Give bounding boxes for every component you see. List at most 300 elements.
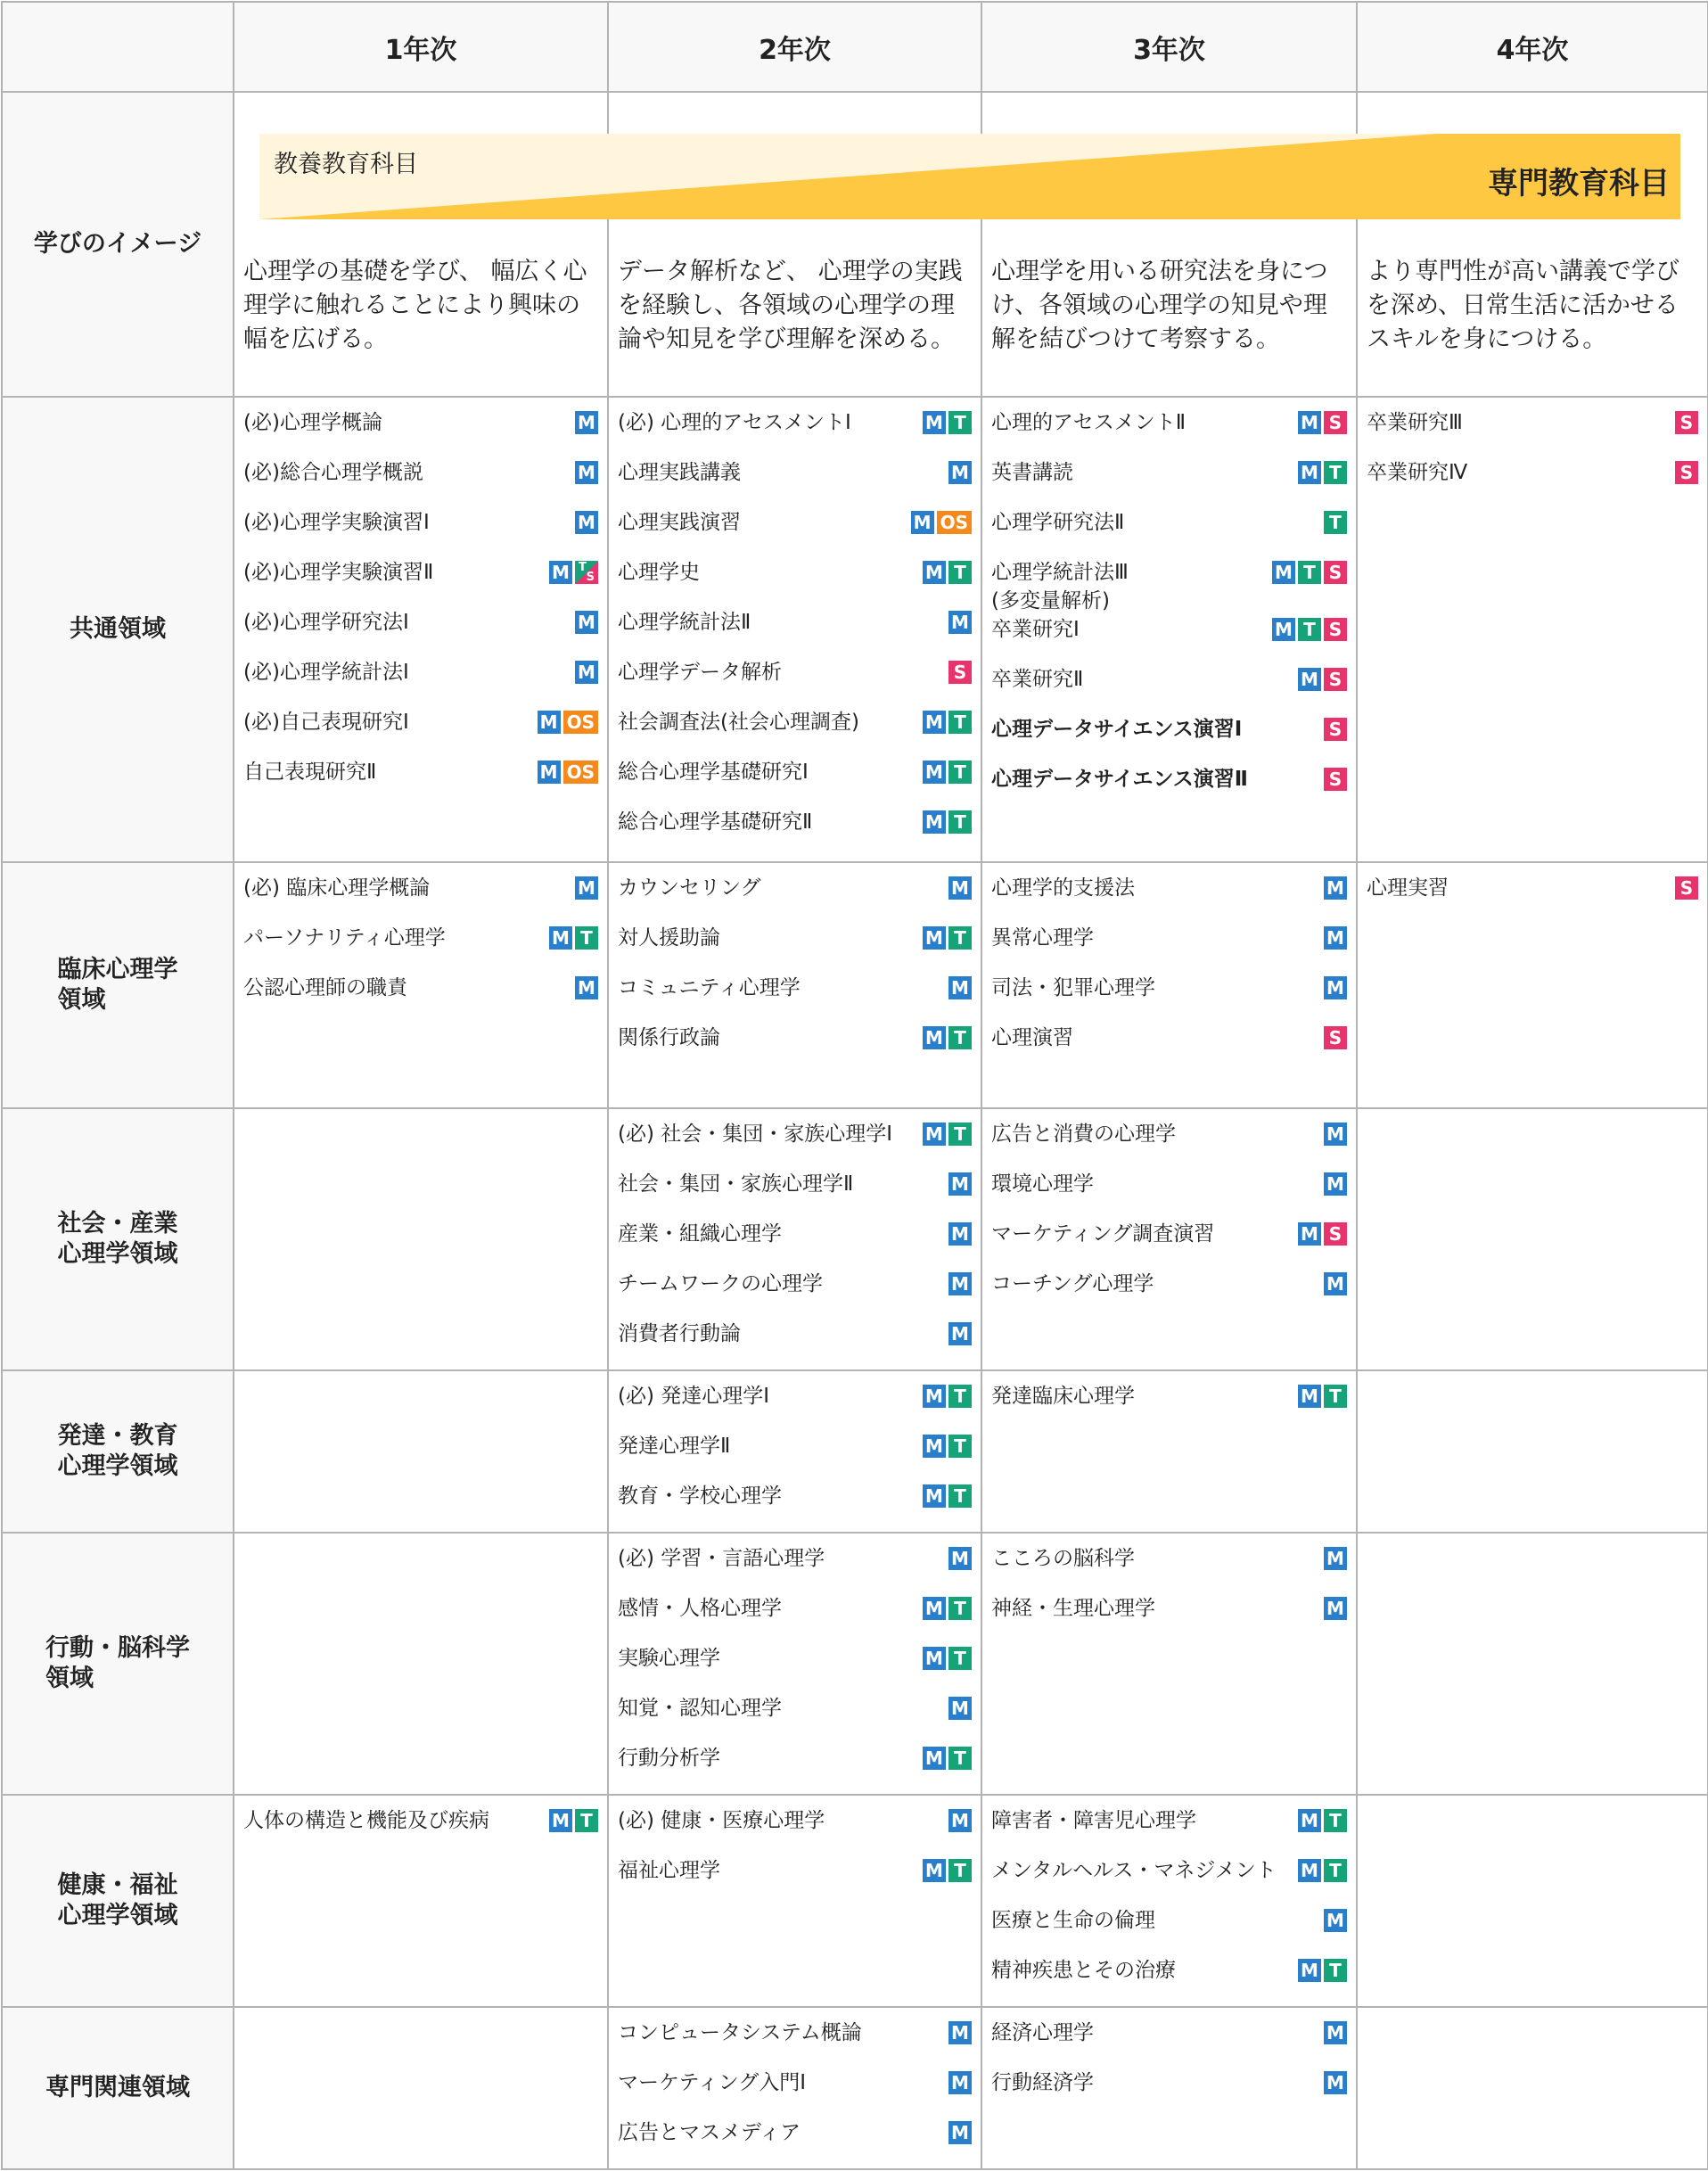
course-item (991, 1544, 1347, 1594)
course-item (1367, 874, 1698, 924)
badge-os: OS (563, 761, 598, 784)
course-badges (1298, 1385, 1347, 1408)
badge-m: M (1324, 1597, 1347, 1620)
course-list (234, 1109, 607, 1120)
row-label-wrap (3, 614, 233, 645)
row-label (2, 862, 234, 1108)
badge-m: M (923, 1435, 946, 1458)
image-text: データ解析など、 心理学の実践を経験し、各領域の心理学の理論や知見を学び理解を深める。 (618, 258, 963, 353)
course-item (618, 1856, 972, 1906)
row-label (2, 1370, 234, 1533)
course-item (1367, 408, 1698, 458)
course-item (618, 608, 972, 658)
course-item (991, 1120, 1347, 1170)
course-badges (923, 1026, 972, 1049)
badge-t: T (948, 411, 972, 434)
course-name: 発達臨床心理学 (991, 1385, 1135, 1408)
course-name: 消費者行動論 (618, 1322, 741, 1345)
course-item (991, 1906, 1347, 1956)
course-badges (538, 761, 598, 784)
course-name: 経済心理学 (991, 2021, 1094, 2044)
banner-left-label: 教養教育科目 (274, 151, 418, 178)
course-list (609, 1109, 981, 1369)
row-label-wrap (3, 1209, 233, 1270)
course-item (618, 1482, 972, 1532)
course-list (234, 1796, 607, 1856)
course-badges (1324, 876, 1347, 900)
badge-s: S (1324, 718, 1347, 741)
badge-m: M (948, 1547, 972, 1570)
course-name: 行動経済学 (991, 2071, 1094, 2094)
course-name: (必) 臨床心理学概論 (243, 876, 431, 900)
course-list (1358, 1109, 1707, 1120)
course-cell (981, 1795, 1357, 2007)
course-item (618, 874, 972, 924)
badge-t: T (575, 926, 598, 950)
badge-m: M (549, 926, 572, 950)
course-item (618, 1270, 972, 1320)
course-list (234, 1534, 607, 1544)
course-name: 心理実践演習 (618, 511, 741, 534)
badge-s: S (586, 571, 595, 584)
course-name: 司法・犯罪心理学 (991, 976, 1155, 999)
course-badges (923, 411, 972, 434)
domain-row (2, 1370, 1708, 1533)
course-cell (1357, 1533, 1708, 1795)
course-list (609, 1534, 981, 1794)
badge-m: M (1272, 618, 1295, 641)
course-name: 対人援助論 (618, 926, 720, 950)
course-cell (234, 397, 608, 862)
course-badges (1675, 461, 1698, 484)
course-badges (948, 1322, 972, 1345)
badge-m: M (948, 1697, 972, 1720)
row-label-text: 臨床心理学 領域 (57, 956, 178, 1014)
badge-m: M (1298, 1859, 1321, 1882)
corner-cell (2, 2, 234, 92)
course-badges (948, 2121, 972, 2144)
badge-t: T (1324, 1385, 1347, 1408)
badge-t: T (948, 1597, 972, 1620)
course-item (618, 1594, 972, 1644)
badge-m: M (575, 661, 598, 684)
course-badges (1324, 1547, 1347, 1570)
course-list (234, 398, 607, 808)
course-name: (必)心理学概論 (243, 411, 382, 434)
badge-t: T (948, 1747, 972, 1770)
course-badges (948, 1172, 972, 1196)
domain-row (2, 1108, 1708, 1370)
course-item (991, 615, 1347, 665)
course-badges (1324, 1909, 1347, 1932)
domain-row (2, 862, 1708, 1108)
course-badges (1324, 1597, 1347, 1620)
badge-m: M (923, 810, 946, 834)
course-cell (1357, 1108, 1708, 1370)
row-label (2, 1108, 234, 1370)
course-badges (575, 411, 598, 434)
course-item (618, 708, 972, 758)
course-badges (575, 976, 598, 999)
course-item (991, 508, 1347, 558)
badge-t: T (948, 711, 972, 734)
course-name: 感情・人格心理学 (618, 1597, 782, 1620)
course-name: 知覚・認知心理学 (618, 1697, 782, 1720)
badge-m: M (575, 461, 598, 484)
course-name: (必)心理学研究法Ⅰ (243, 611, 409, 634)
course-name: 福祉心理学 (618, 1859, 720, 1882)
course-item (618, 1024, 972, 1073)
course-cell (608, 397, 981, 862)
course-item (618, 1744, 972, 1794)
course-badges (549, 561, 598, 584)
course-item (991, 715, 1347, 765)
badge-m: M (923, 711, 946, 734)
badge-m: M (948, 1272, 972, 1295)
course-item (618, 1320, 972, 1369)
course-name: 英書講読 (991, 461, 1073, 484)
badge-t: T (948, 1123, 972, 1146)
course-item (618, 1382, 972, 1432)
course-name: 教育・学校心理学 (618, 1484, 782, 1508)
badge-m: M (1298, 1809, 1321, 1832)
course-name: (必) 心理的アセスメントⅠ (618, 411, 851, 434)
course-name: 卒業研究Ⅲ (1367, 411, 1463, 434)
course-badges (575, 876, 598, 900)
course-badges (948, 611, 972, 634)
course-item (618, 1694, 972, 1744)
course-badges (1324, 2071, 1347, 2094)
course-name: こころの脳科学 (991, 1547, 1135, 1570)
row-label-text: 共通領域 (70, 615, 166, 643)
course-item (991, 2068, 1347, 2118)
badge-s: S (1675, 411, 1698, 434)
course-item (991, 458, 1347, 508)
course-name: 心理データサイエンス演習Ⅱ (991, 768, 1248, 791)
badge-os: OS (563, 711, 598, 734)
row-label (2, 397, 234, 862)
course-item (618, 1806, 972, 1856)
row-label-wrap (3, 1871, 233, 1931)
badge-s: S (1324, 1222, 1347, 1246)
course-badges (549, 926, 598, 950)
course-item (618, 2019, 972, 2068)
badge-m: M (923, 561, 946, 584)
course-badges (923, 1859, 972, 1882)
course-cell (1357, 397, 1708, 862)
course-name: 実験心理学 (618, 1647, 720, 1670)
course-badges (1324, 1026, 1347, 1049)
course-badges (1675, 876, 1698, 900)
badge-m: M (948, 2021, 972, 2044)
course-item (618, 658, 972, 708)
course-name: 広告と消費の心理学 (991, 1123, 1176, 1146)
course-name: 心理演習 (991, 1026, 1073, 1049)
course-item (991, 765, 1347, 815)
course-item (991, 1594, 1347, 1644)
course-name: 心理学的支援法 (991, 876, 1135, 900)
course-badges (948, 976, 972, 999)
course-cell (981, 862, 1357, 1108)
course-badges (923, 561, 972, 584)
curriculum-table (1, 1, 1708, 2170)
course-item (991, 874, 1347, 924)
badge-t: T (948, 1859, 972, 1882)
badge-m: M (948, 461, 972, 484)
course-item (618, 1432, 972, 1482)
badge-m: M (1324, 876, 1347, 900)
course-badges (923, 1747, 972, 1770)
badge-t: T (579, 561, 587, 574)
course-list (1358, 2008, 1707, 2019)
course-list (982, 863, 1356, 1073)
row-label (2, 1533, 234, 1795)
course-item (243, 974, 598, 1024)
course-name: (必)心理学統計法Ⅰ (243, 661, 409, 684)
course-item (243, 758, 598, 808)
course-badges (575, 511, 598, 534)
course-badges (1324, 1272, 1347, 1295)
course-item (618, 1220, 972, 1270)
badge-ts (575, 561, 598, 584)
badge-m: M (923, 1385, 946, 1408)
course-badges (923, 810, 972, 834)
course-name: 心理学データ解析 (618, 661, 782, 684)
course-name: (必) 学習・言語心理学 (618, 1547, 825, 1570)
banner-right-label: 専門教育科目 (1488, 166, 1670, 201)
badge-m: M (1298, 1959, 1321, 1982)
course-list (982, 2008, 1356, 2118)
row-label-text: 社会・産業 心理学領域 (57, 1210, 178, 1268)
course-name: コンピュータシステム概論 (618, 2021, 862, 2044)
badge-t: T (948, 561, 972, 584)
badge-m: M (948, 1222, 972, 1246)
row-label-text: 健康・福祉 心理学領域 (57, 1871, 178, 1929)
course-item (991, 1856, 1347, 1906)
course-cell (234, 2007, 608, 2169)
course-cell (608, 1108, 981, 1370)
course-cell (1357, 1795, 1708, 2007)
course-list (1358, 1796, 1707, 1806)
course-item (991, 1170, 1347, 1220)
badge-t: T (575, 1809, 598, 1832)
course-name: 心理実践講義 (618, 461, 741, 484)
badge-t: T (1324, 1859, 1347, 1882)
course-item (991, 2019, 1347, 2068)
row-label-wrap (3, 229, 233, 259)
course-name: (必) 発達心理学Ⅰ (618, 1385, 770, 1408)
course-item (618, 1644, 972, 1694)
course-name: 心理データサイエンス演習Ⅰ (991, 718, 1243, 741)
badge-m: M (948, 2071, 972, 2094)
course-name: 行動分析学 (618, 1747, 720, 1770)
row-label (2, 92, 234, 397)
course-badges (1298, 668, 1347, 691)
badge-m: M (1298, 668, 1321, 691)
course-item (991, 1806, 1347, 1856)
badge-m: M (538, 761, 561, 784)
badge-m: M (923, 1859, 946, 1882)
course-badges (948, 1697, 972, 1720)
badge-t: T (948, 1484, 972, 1508)
badge-t: T (948, 1647, 972, 1670)
course-name: (必)自己表現研究Ⅰ (243, 711, 409, 734)
domain-row (2, 1795, 1708, 2007)
badge-m: M (923, 1123, 946, 1146)
course-item (991, 1956, 1347, 2006)
course-item (243, 1806, 598, 1856)
domain-row (2, 397, 1708, 862)
badge-m: M (549, 561, 572, 584)
course-list (982, 1534, 1356, 1644)
course-badges (948, 1547, 972, 1570)
course-badges (948, 1222, 972, 1246)
course-list (1358, 398, 1707, 508)
course-name: 社会調査法(社会心理調査) (618, 711, 859, 734)
badge-m: M (923, 761, 946, 784)
course-item (618, 974, 972, 1024)
course-cell (981, 2007, 1357, 2169)
badge-m: M (1324, 1547, 1347, 1570)
course-name: パーソナリティ心理学 (243, 926, 446, 950)
badge-m: M (1298, 1222, 1321, 1246)
course-name: 公認心理師の職責 (243, 976, 407, 999)
course-list (609, 1371, 981, 1532)
course-badges (923, 711, 972, 734)
image-cell (234, 92, 608, 397)
course-cell (234, 1370, 608, 1533)
course-name: 心理学統計法Ⅲ (多変量解析) (991, 561, 1129, 613)
image-text: 心理学の基礎を学び、 幅広く心理学に触れることにより興味の幅を広げる。 (243, 258, 587, 353)
badge-t: T (948, 810, 972, 834)
course-badges (923, 1647, 972, 1670)
course-list (982, 1371, 1356, 1432)
course-badges (923, 1385, 972, 1408)
course-item (618, 508, 972, 558)
course-item (991, 1382, 1347, 1432)
badge-m: M (575, 611, 598, 634)
course-cell (1357, 1370, 1708, 1533)
course-cell (608, 862, 981, 1108)
year-header: 3年次 (981, 2, 1357, 92)
course-name: 卒業研究Ⅳ (1367, 461, 1468, 484)
badge-m: M (948, 876, 972, 900)
row-label-wrap (3, 1633, 233, 1694)
course-name: (必) 社会・集団・家族心理学Ⅰ (618, 1123, 893, 1146)
course-name: 心理学史 (618, 561, 700, 584)
course-badges (575, 611, 598, 634)
course-name: 社会・集団・家族心理学Ⅱ (618, 1172, 854, 1196)
badge-s: S (1324, 768, 1347, 791)
course-name: マーケティング調査演習 (991, 1222, 1215, 1246)
badge-s: S (1324, 411, 1347, 434)
badge-m: M (1298, 461, 1321, 484)
course-list (234, 1371, 607, 1382)
badge-m: M (923, 926, 946, 950)
badge-m: M (948, 1809, 972, 1832)
course-badges (923, 1435, 972, 1458)
course-item (991, 924, 1347, 974)
course-item (618, 408, 972, 458)
course-cell (608, 1370, 981, 1533)
course-item (991, 665, 1347, 715)
course-badges (1298, 1809, 1347, 1832)
badge-s: S (1324, 561, 1347, 584)
course-name: 精神疾患とその治療 (991, 1959, 1176, 1982)
course-name: 医療と生命の倫理 (991, 1909, 1155, 1932)
course-badges (923, 1597, 972, 1620)
course-name: 関係行政論 (618, 1026, 720, 1049)
course-item (991, 1024, 1347, 1073)
badge-m: M (1324, 2021, 1347, 2044)
course-item (618, 558, 972, 608)
course-item (243, 874, 598, 924)
course-item (243, 924, 598, 974)
course-name: (必) 健康・医療心理学 (618, 1809, 825, 1832)
course-item (991, 558, 1347, 615)
course-list (609, 1796, 981, 1906)
badge-m: M (1272, 561, 1295, 584)
domain-row (2, 1533, 1708, 1795)
course-item (1367, 458, 1698, 508)
badge-m: M (1324, 1272, 1347, 1295)
course-item (618, 808, 972, 858)
badge-m: M (948, 976, 972, 999)
course-badges (1324, 976, 1347, 999)
badge-m: M (575, 411, 598, 434)
badge-t: T (1298, 561, 1321, 584)
course-name: 卒業研究Ⅱ (991, 668, 1084, 691)
badge-m: M (1298, 1385, 1321, 1408)
course-cell (234, 862, 608, 1108)
domain-row (2, 2007, 1708, 2169)
badge-t: T (1324, 1809, 1347, 1832)
badge-s: S (1675, 876, 1698, 900)
course-item (243, 458, 598, 508)
course-cell (608, 1533, 981, 1795)
badge-m: M (1298, 411, 1321, 434)
course-item (243, 558, 598, 608)
course-badges (538, 711, 598, 734)
course-name: 総合心理学基礎研究Ⅱ (618, 810, 813, 834)
badge-m: M (1324, 926, 1347, 950)
course-badges (1298, 1959, 1347, 1982)
course-name: 心理的アセスメントⅡ (991, 411, 1187, 434)
course-item (618, 1544, 972, 1594)
course-badges (923, 926, 972, 950)
course-badges (923, 1123, 972, 1146)
badge-m: M (923, 1484, 946, 1508)
course-name: 卒業研究Ⅰ (991, 618, 1080, 641)
badge-t: T (948, 926, 972, 950)
course-badges (1272, 618, 1347, 641)
course-badges (948, 2021, 972, 2044)
image-text: 心理学を用いる研究法を身につけ、各領域の心理学の知見や理解を結びつけて考察する。 (991, 258, 1328, 353)
badge-m: M (549, 1809, 572, 1832)
course-cell (608, 2007, 981, 2169)
course-item (618, 924, 972, 974)
course-item (991, 1220, 1347, 1270)
course-badges (575, 661, 598, 684)
badge-m: M (948, 1172, 972, 1196)
row-label-text: 行動・脳科学 領域 (45, 1634, 190, 1692)
badge-m: M (1324, 976, 1347, 999)
badge-m: M (948, 611, 972, 634)
header-row (2, 2, 1708, 92)
course-cell (608, 1795, 981, 2007)
badge-os: OS (937, 511, 972, 534)
badge-m: M (1324, 2071, 1347, 2094)
